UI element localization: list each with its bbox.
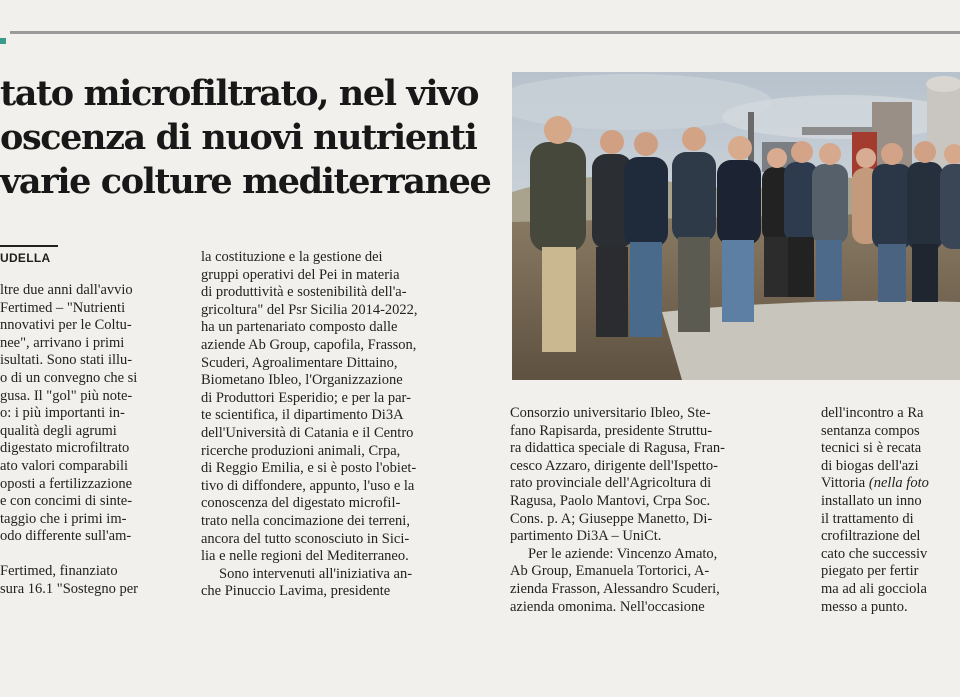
text-line-with-italic [821,475,960,493]
text-line: piegato per fertir [821,563,919,580]
text-line: crofiltrazione del [821,528,921,545]
text-line: tecnici si è recata [821,440,922,457]
paragraph-gap [0,546,183,563]
text-line: Per le aziende: Vincenzo Amato, [528,545,718,562]
text-line: Scuderi, Agroalimentare Dittaino, [201,354,398,371]
text-line: sentanza compos [821,422,920,439]
headline-line-2: oscenza di nuovi nutrienti [0,117,477,158]
headline-line-1: tato microfiltrato, nel vivo [0,73,479,114]
text-line: installato un inno [821,492,922,509]
text-line: conoscenza del digestato microfil- [201,495,401,512]
text-line: taggio che i primi im- [0,510,127,527]
article-column-1 [0,282,183,598]
text-line: sura 16.1 "Sostegno per [0,580,139,597]
text-line: ma ad ali gocciola [821,580,927,597]
text-line: odo differente sull'am- [0,528,132,545]
headline [0,72,505,204]
text-line: trato nella concimazione dei terreni, [201,512,410,529]
text-line: tivo di diffondere, appunto, l'uso e la [201,477,415,494]
text-line: Biometano Ibleo, l'Organizzazione [201,372,403,389]
text-line: di Produttori Esperidio; e per la par- [201,389,411,406]
text-line: ancora del tutto sconosciuto in Sici- [201,530,410,547]
text-line: o di un convegno che si [0,369,138,386]
text-line: lia e nelle regioni del Mediterraneo. [201,548,409,565]
section-mark [0,38,6,44]
text-line: gruppi operativi del Pei in materia [201,266,400,283]
text-line: gusa. Il "gol" più note- [0,387,133,404]
text-line: di Reggio Emilia, e si è posto l'obiet- [201,460,417,477]
text-line: azienda omonima. Nell'occasione [510,598,705,615]
text-line: zienda Frasson, Alessandro Scuderi, [510,580,720,597]
text-line: Fertimed – "Nutrienti [0,299,126,316]
text-line: Cons. p. A; Giuseppe Manetto, Di- [510,510,713,527]
byline-rule [0,245,58,247]
text-line: te scientifica, il dipartimento Di3A [201,407,404,424]
text-line: oposti a fertilizzazione [0,475,133,492]
text-line: e con concimi di sinte- [0,493,133,510]
text-line: Ab Group, Emanuela Tortorici, A- [510,563,710,580]
text-line: ltre due anni dall'avvio [0,282,133,298]
group-photo [512,72,960,380]
text-line: digestato microfiltrato [0,440,130,457]
text-line: di biogas dell'azi [821,457,919,474]
text-line: Fertimed, finanziato [0,562,118,579]
text-line: fano Rapisarda, presidente Struttu- [510,422,713,439]
article-column-4 [821,405,960,616]
italic-fragment: (nella foto [868,475,929,492]
text-line: isultati. Sono stati illu- [0,352,133,369]
text-line: Ragusa, Paolo Mantovi, Crpa Soc. [510,492,711,509]
text-fragment: Vittoria [821,475,869,492]
text-line: aziende Ab Group, capofila, Frasson, [201,336,417,353]
text-line: cato che successiv [821,545,928,562]
text-line: ha un partenariato composto dalle [201,319,398,336]
text-line: Consorzio universitario Ibleo, Ste- [510,405,711,421]
article-column-2 [201,249,493,601]
text-line: gricoltura" del Psr Sicilia 2014-2022, [201,301,418,318]
text-line: messo a punto. [821,598,908,615]
text-line: o: i più importanti in- [0,405,125,422]
text-line: ra didattica speciale di Ragusa, Fran- [510,440,726,457]
text-line: dell'Università di Catania e il Centro [201,424,414,441]
text-line: Sono intervenuti all'iniziativa an- [219,565,413,582]
text-line: rato provinciale dell'Agricoltura di [510,475,712,492]
text-line: nee", arrivano i primi [0,334,125,351]
article-column-3 [510,405,802,616]
text-line: ricerche produzioni animali, Crpa, [201,442,401,459]
top-rule [10,31,960,34]
group-photo-illustration [512,72,960,380]
text-line: nnovativi per le Coltu- [0,317,132,334]
byline: UDELLA [0,251,51,265]
text-line: cesco Azzaro, dirigente dell'Ispetto- [510,457,718,474]
text-line: la costituzione e la gestione dei [201,249,383,265]
text-line: il trattamento di [821,510,914,527]
text-line: ato valori comparabili [0,457,129,474]
text-line: che Pinuccio Lavima, presidente [201,583,391,600]
text-line: partimento Di3A – UniCt. [510,528,662,545]
text-line: qualità degli agrumi [0,422,117,439]
headline-line-3: varie colture mediterranee [0,161,491,202]
text-line: di produttività e sostenibilità dell'a- [201,284,407,301]
text-line: dell'incontro a Ra [821,405,924,421]
